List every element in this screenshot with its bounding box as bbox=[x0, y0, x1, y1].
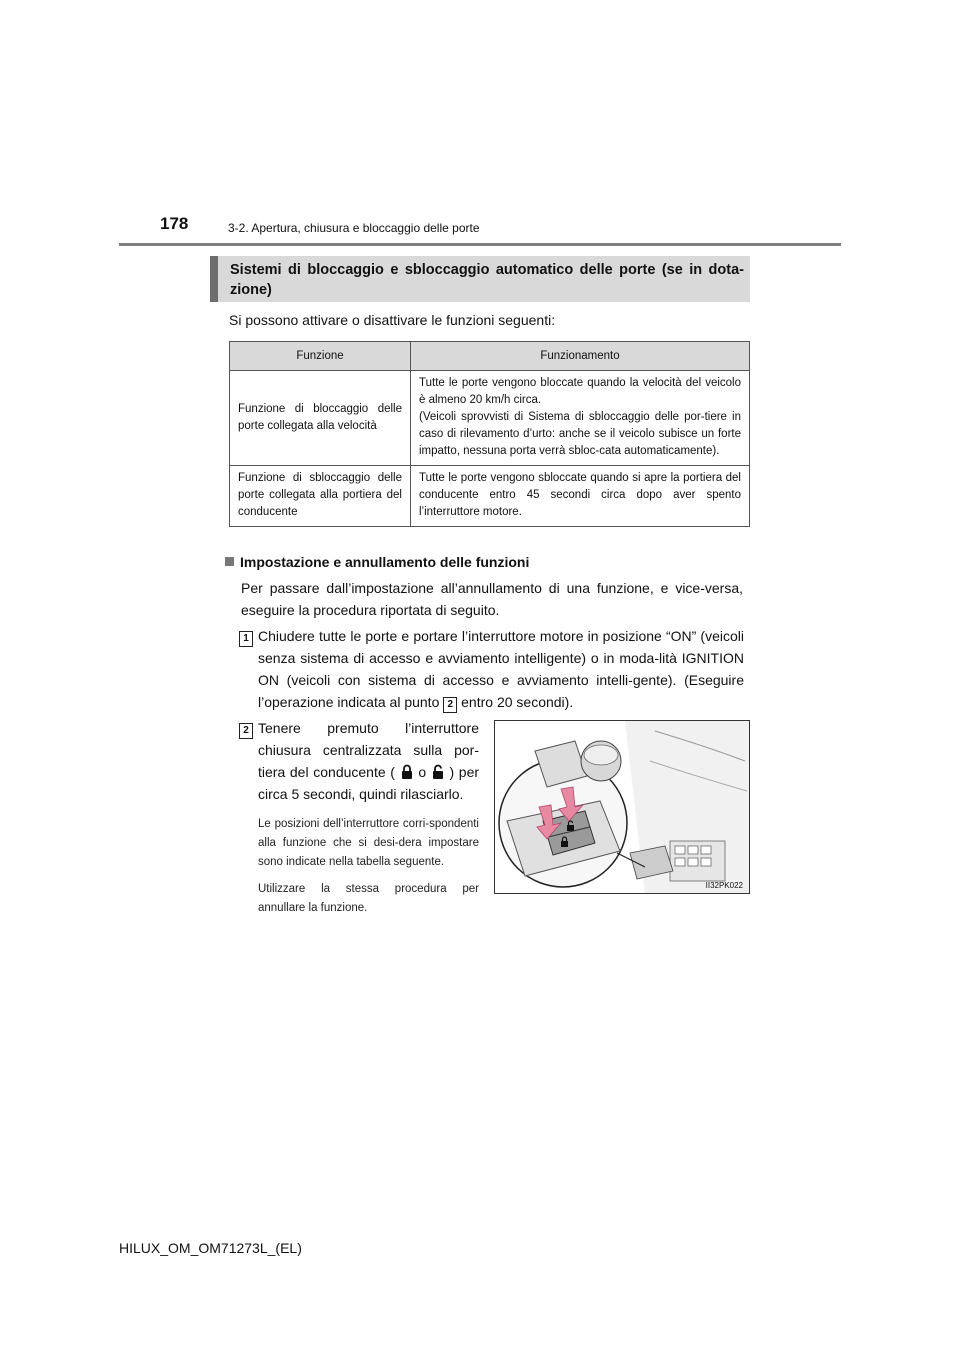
table-cell-function: Funzione di bloccaggio delle porte collegata alla velocità bbox=[230, 371, 411, 466]
step-2-instruction: Tenere premuto l’interruttore chiusura centralizzata sulla por-tiera del conducente ( o ) per circa 5 secondi, quindi rilasciarlo. bbox=[258, 720, 480, 802]
header-rule bbox=[119, 243, 841, 246]
lock-icon bbox=[400, 764, 414, 780]
table-cell-function: Funzione di sbloccaggio delle porte collegata alla portiera del conducente bbox=[230, 466, 411, 527]
settings-paragraph: Per passare dall’impostazione all’annullamento di una funzione, e vice-versa, eseguire la procedura riportata di seguito. bbox=[241, 580, 743, 618]
step-2-badge: 2 bbox=[239, 720, 253, 739]
door-lock-switch-figure bbox=[494, 720, 750, 894]
operation-text: Tutte le porte vengono bloccate quando la velocità del veicolo è almeno 20 km/h circa. bbox=[419, 377, 741, 406]
section-title: Sistemi di bloccaggio e sbloccaggio automatico delle porte (se in dota-zione) bbox=[230, 262, 744, 298]
page-number: 178 bbox=[160, 214, 189, 233]
functions-table bbox=[229, 341, 750, 527]
step-2-note: Le posizioni dell’interruttore corri-spondenti alla funzione che si desi-dera impostare sono indicate nella tabella seguente. bbox=[258, 818, 479, 868]
step-2-text bbox=[258, 717, 479, 918]
table-row bbox=[230, 371, 750, 466]
operation-note: (Veicoli sprovvisti di Sistema di sbloccaggio delle por-tiere in caso di rilevamento d’urto: anche se il veicolo subisce un forte impatto, nessuna porta verrà sbloc-cata automaticamente). bbox=[419, 411, 741, 457]
step-1-text: Chiudere tutte le porte e portare l’interruttore motore in posizione “ON” (veicoli senza sistema di accesso e avviamento intelligente) o in moda-lità IGNITION ON (veicoli con sistema di accesso e avviamento intelli-gente). (Eseguire l’operazione indicata al punto 2 entro 20 secondi). bbox=[258, 625, 744, 713]
intro-text: Si possono attivare o disattivare le funzioni seguenti: bbox=[229, 312, 556, 328]
table-cell-operation bbox=[411, 371, 750, 466]
figure-code: II32PK022 bbox=[705, 881, 743, 890]
step-ref-badge: 2 bbox=[443, 697, 457, 713]
subsection-heading bbox=[225, 554, 529, 570]
bullet-square-icon bbox=[225, 557, 234, 566]
unlock-icon bbox=[431, 764, 445, 780]
chapter-title: 3-2. Apertura, chiusura e bloccaggio delle porte bbox=[228, 221, 480, 235]
table-cell-operation: Tutte le porte vengono sbloccate quando si apre la portiera del conducente entro 45 secondi circa dopo aver spento l’interruttore motore. bbox=[411, 466, 750, 527]
subsection-heading-text: Impostazione e annullamento delle funzioni bbox=[240, 554, 530, 570]
table-header-function: Funzione bbox=[230, 342, 411, 371]
door-switch-illustration bbox=[495, 721, 750, 894]
document-id: HILUX_OM_OM71273L_(EL) bbox=[119, 1240, 302, 1256]
section-header bbox=[210, 256, 750, 302]
table-row bbox=[230, 466, 750, 527]
table-header-row bbox=[230, 342, 750, 371]
step-1-badge: 1 bbox=[239, 628, 253, 647]
step-2-note-cancel: Utilizzare la stessa procedura per annullare la funzione. bbox=[258, 883, 479, 914]
table-header-operation: Funzionamento bbox=[411, 342, 750, 371]
